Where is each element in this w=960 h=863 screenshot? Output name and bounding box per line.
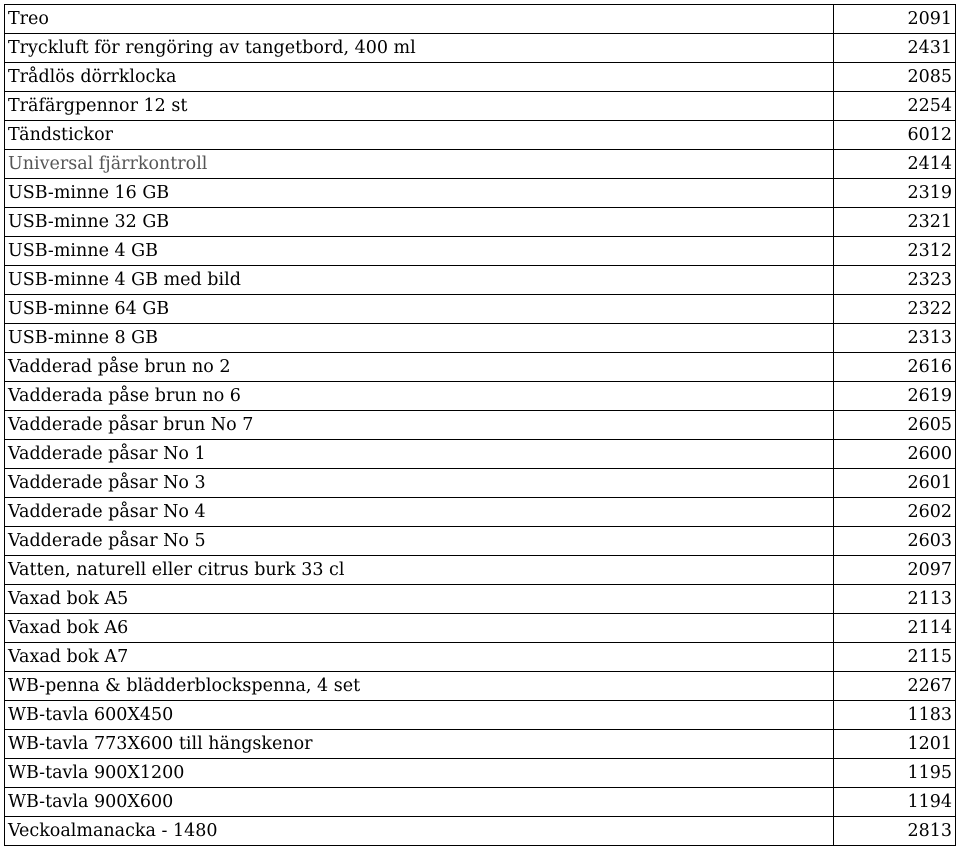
- product-name-cell: WB-tavla 773X600 till hängskenor: [5, 730, 834, 759]
- table-row: [5, 353, 956, 382]
- table-row: [5, 672, 956, 701]
- product-name-cell: Tryckluft för rengöring av tangetbord, 400 ml: [5, 34, 834, 63]
- product-code-cell: 2601: [834, 469, 956, 498]
- table-row: [5, 585, 956, 614]
- product-name-cell: Vaxad bok A7: [5, 643, 834, 672]
- product-code-cell: 2267: [834, 672, 956, 701]
- product-code-cell: 2114: [834, 614, 956, 643]
- product-code-cell: 6012: [834, 121, 956, 150]
- table-row: [5, 527, 956, 556]
- product-name-cell: USB-minne 32 GB: [5, 208, 834, 237]
- table-row: [5, 788, 956, 817]
- table-row: [5, 208, 956, 237]
- product-code-cell: 2616: [834, 353, 956, 382]
- product-name-cell: Vatten, naturell eller citrus burk 33 cl: [5, 556, 834, 585]
- product-table-body: [5, 5, 956, 846]
- product-name-cell: USB-minne 64 GB: [5, 295, 834, 324]
- table-row: [5, 179, 956, 208]
- table-row: [5, 237, 956, 266]
- product-code-cell: 2254: [834, 92, 956, 121]
- product-code-cell: 1201: [834, 730, 956, 759]
- product-name-cell: Trådlös dörrklocka: [5, 63, 834, 92]
- product-name-cell: Vaxad bok A6: [5, 614, 834, 643]
- product-code-cell: 2113: [834, 585, 956, 614]
- product-code-cell: 2312: [834, 237, 956, 266]
- product-code-cell: 2323: [834, 266, 956, 295]
- product-code-cell: 2431: [834, 34, 956, 63]
- table-row: [5, 643, 956, 672]
- product-name-cell: Veckoalmanacka - 1480: [5, 817, 834, 846]
- product-table: [4, 4, 956, 846]
- table-row: [5, 295, 956, 324]
- product-name-cell: Vadderade påsar No 3: [5, 469, 834, 498]
- product-code-cell: 2313: [834, 324, 956, 353]
- product-name-cell: WB-tavla 900X1200: [5, 759, 834, 788]
- product-name-cell: USB-minne 4 GB med bild: [5, 266, 834, 295]
- product-name-cell: USB-minne 4 GB: [5, 237, 834, 266]
- product-name-cell: USB-minne 8 GB: [5, 324, 834, 353]
- table-row: [5, 440, 956, 469]
- product-name-cell: Vadderade påsar No 1: [5, 440, 834, 469]
- table-row: [5, 382, 956, 411]
- product-code-cell: 1183: [834, 701, 956, 730]
- table-row: [5, 759, 956, 788]
- product-code-cell: 2813: [834, 817, 956, 846]
- product-name-cell: WB-tavla 600X450: [5, 701, 834, 730]
- product-name-cell: Vadderade påsar No 4: [5, 498, 834, 527]
- product-code-cell: 2321: [834, 208, 956, 237]
- product-name-cell: Tändstickor: [5, 121, 834, 150]
- product-code-cell: 2605: [834, 411, 956, 440]
- product-name-cell: WB-tavla 900X600: [5, 788, 834, 817]
- table-row: [5, 469, 956, 498]
- table-row: [5, 5, 956, 34]
- product-name-cell: Vadderad påse brun no 2: [5, 353, 834, 382]
- product-code-cell: 2619: [834, 382, 956, 411]
- table-row: [5, 411, 956, 440]
- table-row: [5, 701, 956, 730]
- product-name-cell: Treo: [5, 5, 834, 34]
- product-code-cell: 2322: [834, 295, 956, 324]
- product-name-cell: Träfärgpennor 12 st: [5, 92, 834, 121]
- product-code-cell: 2414: [834, 150, 956, 179]
- table-row: [5, 498, 956, 527]
- product-name-cell: WB-penna & blädderblockspenna, 4 set: [5, 672, 834, 701]
- table-row: [5, 92, 956, 121]
- table-row: [5, 121, 956, 150]
- product-code-cell: 2602: [834, 498, 956, 527]
- product-code-cell: 2097: [834, 556, 956, 585]
- product-code-cell: 2603: [834, 527, 956, 556]
- product-code-cell: 2115: [834, 643, 956, 672]
- table-row: [5, 817, 956, 846]
- product-code-cell: 2085: [834, 63, 956, 92]
- table-row: [5, 266, 956, 295]
- product-code-cell: 1194: [834, 788, 956, 817]
- table-row: [5, 614, 956, 643]
- product-name-cell: USB-minne 16 GB: [5, 179, 834, 208]
- table-row: [5, 730, 956, 759]
- product-code-cell: 2319: [834, 179, 956, 208]
- product-name-cell: Vadderade påsar No 5: [5, 527, 834, 556]
- table-row: [5, 324, 956, 353]
- product-name-cell: Vadderade påsar brun No 7: [5, 411, 834, 440]
- table-row: [5, 150, 956, 179]
- product-name-cell: Vadderada påse brun no 6: [5, 382, 834, 411]
- product-code-cell: 2600: [834, 440, 956, 469]
- product-name-cell: Universal fjärrkontroll: [5, 150, 834, 179]
- table-row: [5, 63, 956, 92]
- table-row: [5, 556, 956, 585]
- table-row: [5, 34, 956, 63]
- product-code-cell: 2091: [834, 5, 956, 34]
- product-code-cell: 1195: [834, 759, 956, 788]
- product-name-cell: Vaxad bok A5: [5, 585, 834, 614]
